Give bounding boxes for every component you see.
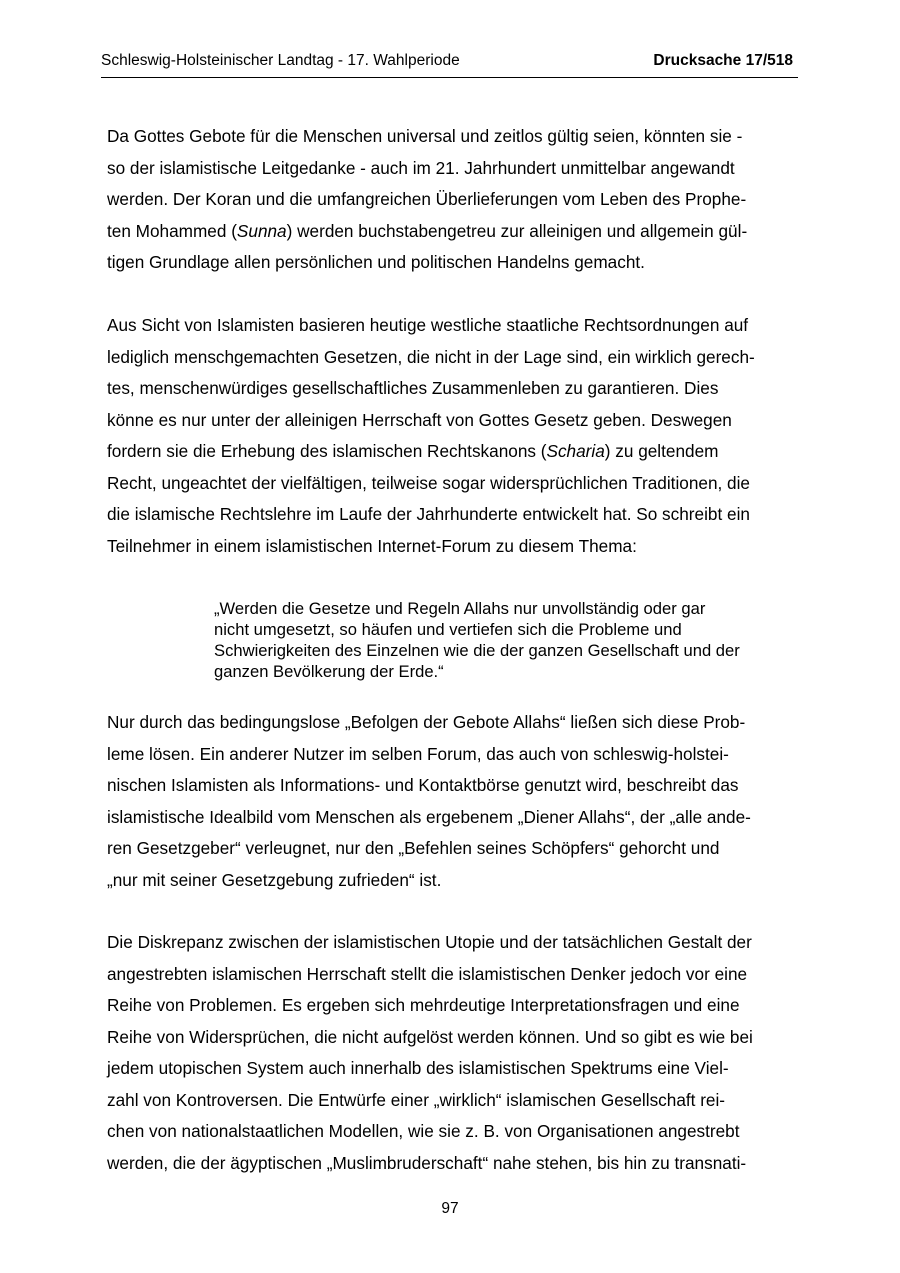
- header-title: Schleswig-Holsteinischer Landtag - 17. Wahlperiode: [101, 52, 460, 69]
- page-number: 97: [441, 1200, 459, 1217]
- text-line: Da Gottes Gebote für die Menschen universal und zeitlos gültig seien, könnten sie -: [107, 126, 743, 146]
- text-line: tigen Grundlage allen persönlichen und politischen Handelns gemacht.: [107, 252, 645, 272]
- text-line: nischen Islamisten als Informations- und Kontaktbörse genutzt wird, beschreibt das: [107, 775, 739, 795]
- term-sunna: Sunna: [236, 220, 287, 241]
- text-line: könne es nur unter der alleinigen Herrschaft von Gottes Gesetz geben. Deswegen: [107, 409, 732, 430]
- text-line: Aus Sicht von Islamisten basieren heutige westliche staatliche Rechtsordnungen auf: [107, 315, 749, 335]
- text-line: Reihe von Widersprüchen, die nicht aufgelöst werden können. Und so gibt es wie bei: [107, 1026, 753, 1047]
- text-line: islamistische Idealbild vom Menschen als ergebenem „Diener Allahs“, der „alle ande-: [107, 806, 751, 827]
- text-line: chen von nationalstaatlichen Modellen, wie sie z. B. von Organisationen angestrebt: [107, 1121, 740, 1141]
- text-line: [107, 216, 797, 248]
- text-line: werden, die der ägyptischen „Muslimbruderschaft“ nahe stehen, bis hin zu transnati-: [107, 1152, 747, 1173]
- paragraph-1: [107, 121, 797, 279]
- text-line: jedem utopischen System auch innerhalb des islamistischen Spektrums eine Viel-: [107, 1058, 729, 1078]
- text-run: ) zu geltendem: [604, 441, 719, 461]
- paragraph-2: [107, 310, 797, 562]
- text-line: „nur mit seiner Gesetzgebung zufrieden“ ist.: [107, 869, 442, 890]
- block-quote: [214, 598, 804, 682]
- text-line: Reihe von Problemen. Es ergeben sich mehrdeutige Interpretationsfragen und eine: [107, 995, 740, 1015]
- paragraph-3: [107, 707, 797, 896]
- text-line: werden. Der Koran und die umfangreichen Überlieferungen vom Leben des Prophe-: [107, 189, 747, 209]
- text-line: die islamische Rechtslehre im Laufe der Jahrhunderte entwickelt hat. So schreibt ein: [107, 504, 750, 524]
- quote-line: Schwierigkeiten des Einzelnen wie die der ganzen Gesellschaft und der: [214, 641, 740, 660]
- text-line: angestrebten islamischen Herrschaft stellt die islamistischen Denker jedoch vor eine: [107, 963, 748, 984]
- text-line: zahl von Kontroversen. Die Entwürfe einer „wirklich“ islamischen Gesellschaft rei-: [107, 1089, 726, 1110]
- paragraph-4: [107, 927, 797, 1179]
- quote-line: „Werden die Gesetze und Regeln Allahs nur unvollständig oder gar: [214, 599, 706, 618]
- text-line: Die Diskrepanz zwischen der islamistischen Utopie und der tatsächlichen Gestalt der: [107, 932, 752, 952]
- text-line: Recht, ungeachtet der vielfältigen, teilweise sogar widersprüchlichen Traditionen, die: [107, 472, 750, 493]
- text-run: ) werden buchstabengetreu zur alleinigen und allgemein gül-: [286, 220, 748, 241]
- text-line: ren Gesetzgeber“ verleugnet, nur den „Befehlen seines Schöpfers“ gehorcht und: [107, 838, 720, 858]
- quote-line: ganzen Bevölkerung der Erde.“: [214, 662, 444, 681]
- page-header: [0, 52, 900, 76]
- term-scharia: Scharia: [546, 441, 605, 461]
- text-line: [107, 436, 797, 468]
- text-run: fordern sie die Erhebung des islamischen Rechtskanons (: [107, 441, 547, 461]
- quote-line: nicht umgesetzt, so häufen und vertiefen sich die Probleme und: [214, 620, 682, 639]
- text-line: Teilnehmer in einem islamistischen Internet-Forum zu diesem Thema:: [107, 535, 637, 556]
- text-line: so der islamistische Leitgedanke - auch im 21. Jahrhundert unmittelbar angewandt: [107, 157, 735, 178]
- text-line: leme lösen. Ein anderer Nutzer im selben Forum, das auch von schleswig-holstei-: [107, 743, 729, 764]
- document-number: Drucksache 17/518: [653, 52, 793, 69]
- header-divider: [101, 77, 798, 78]
- text-run: ten Mohammed (: [107, 220, 237, 241]
- text-line: Nur durch das bedingungslose „Befolgen der Gebote Allahs“ ließen sich diese Prob-: [107, 712, 746, 732]
- text-line: tes, menschenwürdiges gesellschaftliches Zusammenleben zu garantieren. Dies: [107, 378, 719, 398]
- text-line: lediglich menschgemachten Gesetzen, die nicht in der Lage sind, ein wirklich gerech-: [107, 346, 755, 367]
